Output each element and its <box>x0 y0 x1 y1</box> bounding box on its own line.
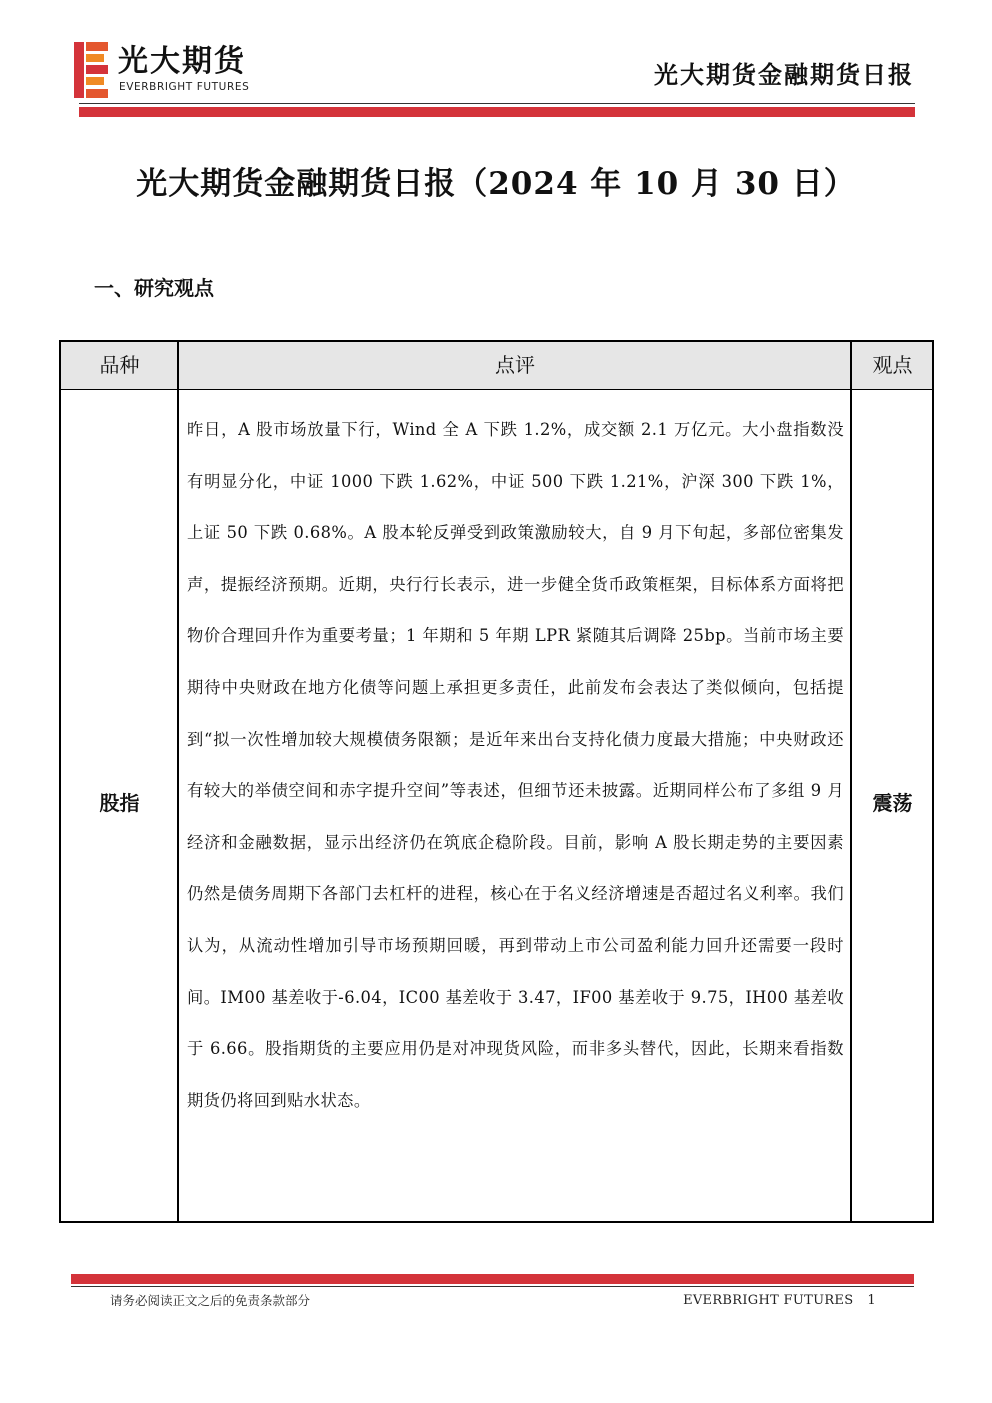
column-divider <box>177 342 179 1221</box>
document-title: 光大期货金融期货日报（2024 年 10 月 30 日） <box>136 166 856 202</box>
logo-mark-icon <box>74 42 108 98</box>
header-divider-thin <box>79 103 915 104</box>
table-header-row <box>61 342 932 390</box>
footer-brand: EVERBRIGHT FUTURES <box>683 1293 854 1308</box>
row-view: 震荡 <box>872 791 913 815</box>
column-divider <box>850 342 852 1221</box>
footer-divider-thick <box>71 1274 914 1284</box>
section-title: 一、研究观点 <box>94 276 214 300</box>
column-header-variety: 品种 <box>99 353 140 377</box>
header-divider-thick <box>79 107 915 117</box>
footer-brand-page <box>683 1292 876 1310</box>
page-number: 1 <box>867 1293 876 1308</box>
column-header-view: 观点 <box>872 353 913 377</box>
row-variety: 股指 <box>99 791 140 815</box>
column-header-commentary: 点评 <box>495 353 535 377</box>
footer-disclaimer: 请务必阅读正文之后的免责条款部分 <box>110 1293 311 1308</box>
research-views-table <box>59 340 934 1223</box>
logo-text-cn: 光大期货 <box>118 44 246 79</box>
header-title: 光大期货金融期货日报 <box>654 60 914 89</box>
row-commentary: 昨日，A 股市场放量下行，Wind 全 A 下跌 1.2%，成交额 2.1 万亿元。大小盘指数没有明显分化，中证 1000 下跌 1.62%，中证 500 下跌 1.21%，沪深 300 下跌 1%，上证 50 下跌 0.68%。A 股本轮反弹受到政策激励较大，自 9 月下旬起，多部位密集发声，提振经济预期。近期，央行行长表示，进一步健全货币政策框架，目标体系方面将把物价合理回升作为重要考量；1 年期和 5 年期 LPR 紧随其后调降 25bp。当前市场主要期待中央财政在地方化债等问题上承担更多责任，此前发布会表达了类似倾向，包括提到“拟一次性增加较大规模债务限额；是近年来出台支持化债力度最大措施；中央财政还有较大的举债空间和赤字提升空间”等表述，但细节还未披露。近期同样公布了多组 9 月经济和金融数据，显示出经济仍在筑底企稳阶段。目前，影响 A 股长期走势的主要因素仍然是债务周期下各部门去杠杆的进程，核心在于名义经济增速是否超过名义利率。我们认为，从流动性增加引导市场预期回暖，再到带动上市公司盈利能力回升还需要一段时间。IM00 基差收于-6.04，IC00 基差收于 3.47，IF00 基差收于 9.75，IH00 基差收于 6.66。股指期货的主要应用仍是对冲现货风险，而非多头替代，因此，长期来看指数期货仍将回到贴水状态。 <box>187 420 844 1110</box>
logo-text-en: EVERBRIGHT FUTURES <box>119 81 250 93</box>
footer-divider-thin <box>71 1286 914 1287</box>
company-logo <box>74 42 284 100</box>
